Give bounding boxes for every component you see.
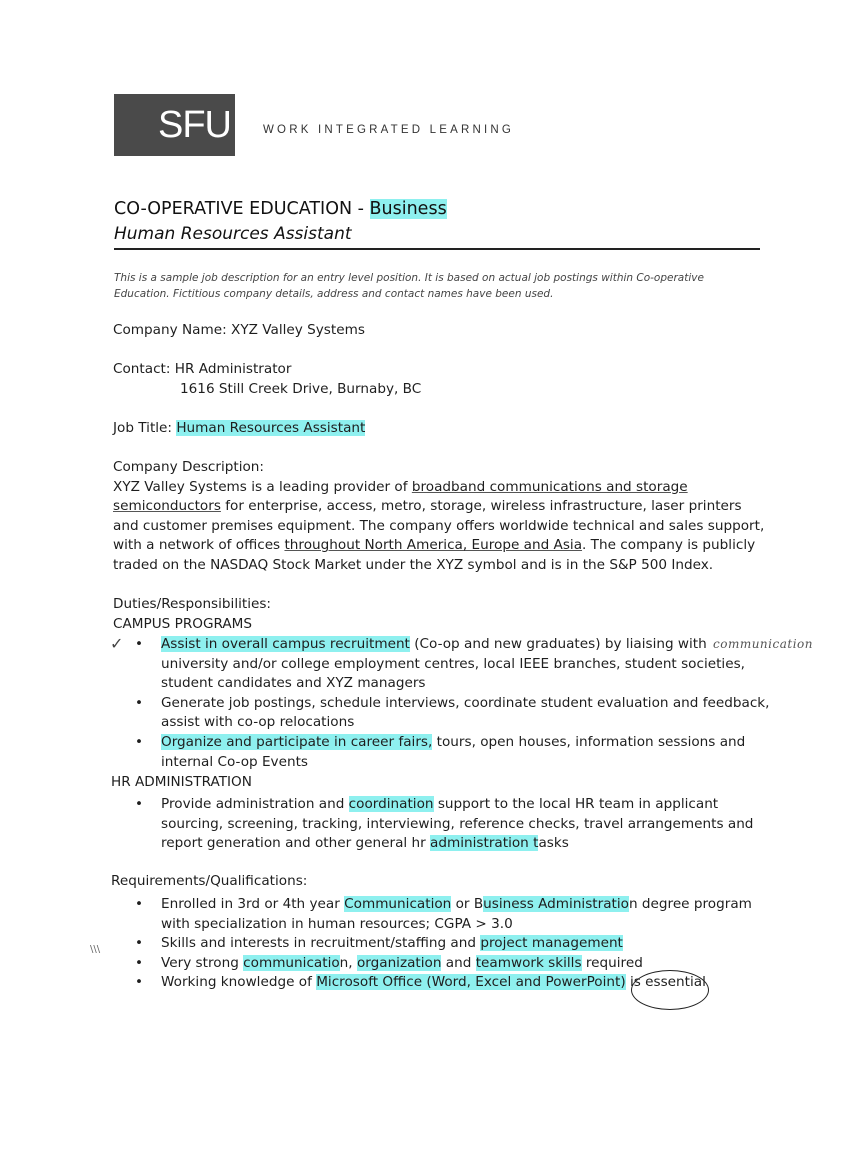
company-name: Company Name: XYZ Valley Systems xyxy=(113,322,365,338)
tick-mark-icon: \\\ xyxy=(90,944,101,955)
duties-heading: Duties/Responsibilities: CAMPUS PROGRAMS xyxy=(113,596,272,632)
hr-duties-list xyxy=(113,795,763,854)
list-item: • Enrolled in 3rd or 4th year Communication or Business Administration degree program with specialization in human resources; CGPA > 3.0 xyxy=(113,895,763,934)
list-item: • Assist in overall campus recruitment (Co-op and new graduates) by liaising with university and/or college employment centres, local IEEE branches, student societies, student candidates and XYZ managers xyxy=(113,635,763,694)
logo-tagline: WORK INTEGRATED LEARNING xyxy=(263,124,515,136)
handwritten-margin-note: communication xyxy=(713,637,813,651)
handwritten-circle xyxy=(631,970,709,1010)
list-item: • Provide administration and coordination support to the local HR team in applicant sourcing, screening, tracking, interviewing, reference checks, travel arrangements and report generation and other general hr administration tasks xyxy=(113,795,763,854)
disclaimer: This is a sample job description for an entry level position. It is based on actual job postings within Co-operative Education. Fictitious company details, address and contact names have been used. xyxy=(114,272,704,300)
contact: Contact: HR Administrator 1616 Still Creek Drive, Burnaby, BC xyxy=(113,361,422,397)
check-mark-icon: ✓ xyxy=(110,634,124,653)
requirements-heading: Requirements/Qualifications: xyxy=(111,873,308,889)
list-item: • Working knowledge of Microsoft Office (Word, Excel and PowerPoint) is essential xyxy=(113,973,763,993)
list-item: • Generate job postings, schedule interviews, coordinate student evaluation and feedback, assist with co-op relocations xyxy=(113,694,763,733)
campus-duties-list xyxy=(113,635,770,772)
title-divider xyxy=(114,248,760,250)
list-item: • Very strong communication, organization and teamwork skills required xyxy=(113,954,763,974)
sfu-logo: SFU xyxy=(114,94,235,156)
list-item: • Skills and interests in recruitment/staffing and project management xyxy=(113,934,763,954)
list-item: • Organize and participate in career fairs, tours, open houses, information sessions and internal Co-op Events xyxy=(113,733,763,772)
hr-admin-heading: HR ADMINISTRATION xyxy=(111,774,252,790)
page-title: CO-OPERATIVE EDUCATION - Business xyxy=(114,199,447,219)
job-title: Job Title: Human Resources Assistant xyxy=(113,420,366,436)
company-description: Company Description: XYZ Valley Systems is a leading provider of broadband communications and storage semiconductors for enterprise, access, metro, storage, wireless infrastructure, laser printers and customer premises equipment. The company offers worldwide technical and sales support, with a network of offices throughout North America, Europe and Asia. The company is publicly traded on the NASDAQ Stock Market under the XYZ symbol and is in the S&P 500 Index. xyxy=(113,459,765,573)
page-subtitle: Human Resources Assistant xyxy=(114,224,352,244)
